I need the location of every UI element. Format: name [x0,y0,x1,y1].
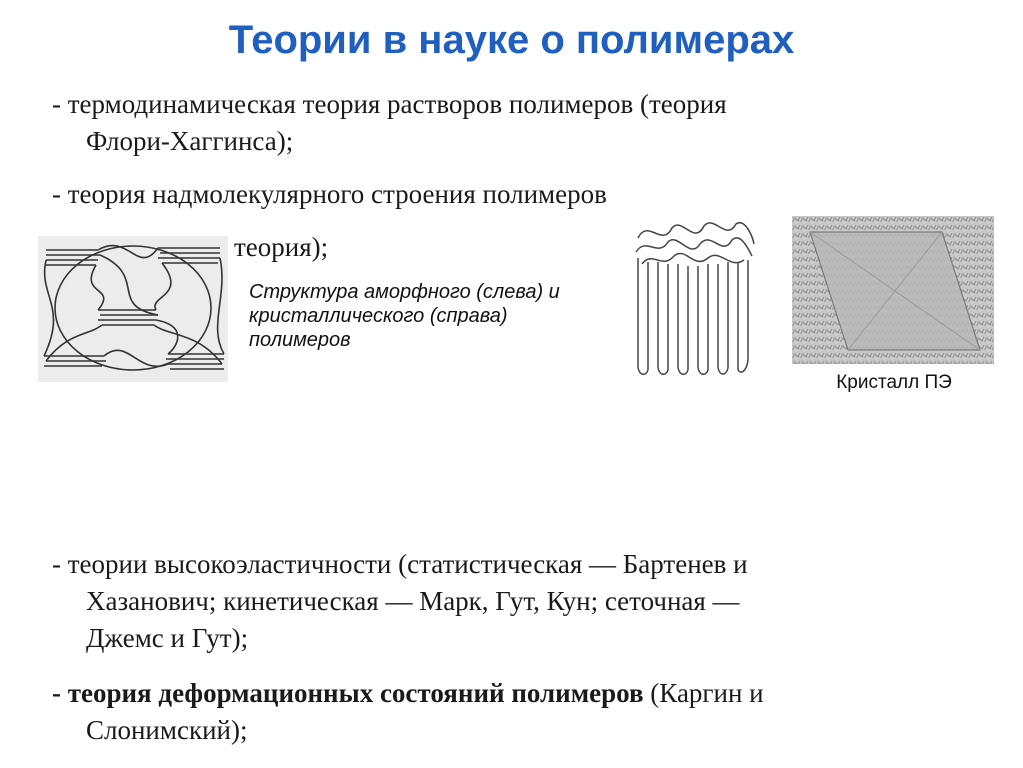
folded-chain-drawing [628,218,760,378]
amorphous-structure-figure [38,236,228,382]
theory-thermodynamic-line2: Флори-Хаггинса); [86,126,294,156]
slide-title: Теории в науке о полимерах [228,18,795,62]
theory-thermodynamic [52,86,950,160]
theory-thermodynamic-line1: - термодинамическая теория растворов полимеров (теория [52,89,727,119]
crystalline-structure-figure [628,218,760,378]
theory-high-elasticity-line2: Хазанович; кинетическая — Марк, Гут, Кун; сеточная — [86,586,740,616]
structure-caption-line1: Структура аморфного (слева) и [249,281,560,303]
theory-high-elasticity-line1: - теории высокоэластичности (статистическая — Бартенев и [52,549,748,579]
theory-deformation-bold: - теория деформационных состояний полимеров [52,678,644,708]
theory-supramolecular: - теория надмолекулярного строения полимеров [52,179,607,209]
structure-caption [249,280,629,352]
theory-high-elasticity [52,546,950,657]
theory-supramolecular-tail: теория); [234,232,329,262]
pe-crystal-micrograph [792,216,994,364]
pe-crystal-image [792,216,994,364]
theory-high-elasticity-line3: Джемс и Гут); [86,623,249,653]
theory-deformation-line1 [52,675,950,712]
structure-caption-line3: полимеров [249,329,351,351]
theory-deformation-line2: Слонимский); [86,715,248,745]
pe-crystal-label: Кристалл ПЭ [836,372,952,393]
structure-caption-line2: кристаллического (справа) [249,305,508,327]
amorphous-structure-drawing [38,236,228,382]
theory-deformation-authors: (Каргин и [643,678,764,708]
theory-deformation-states [52,675,950,749]
